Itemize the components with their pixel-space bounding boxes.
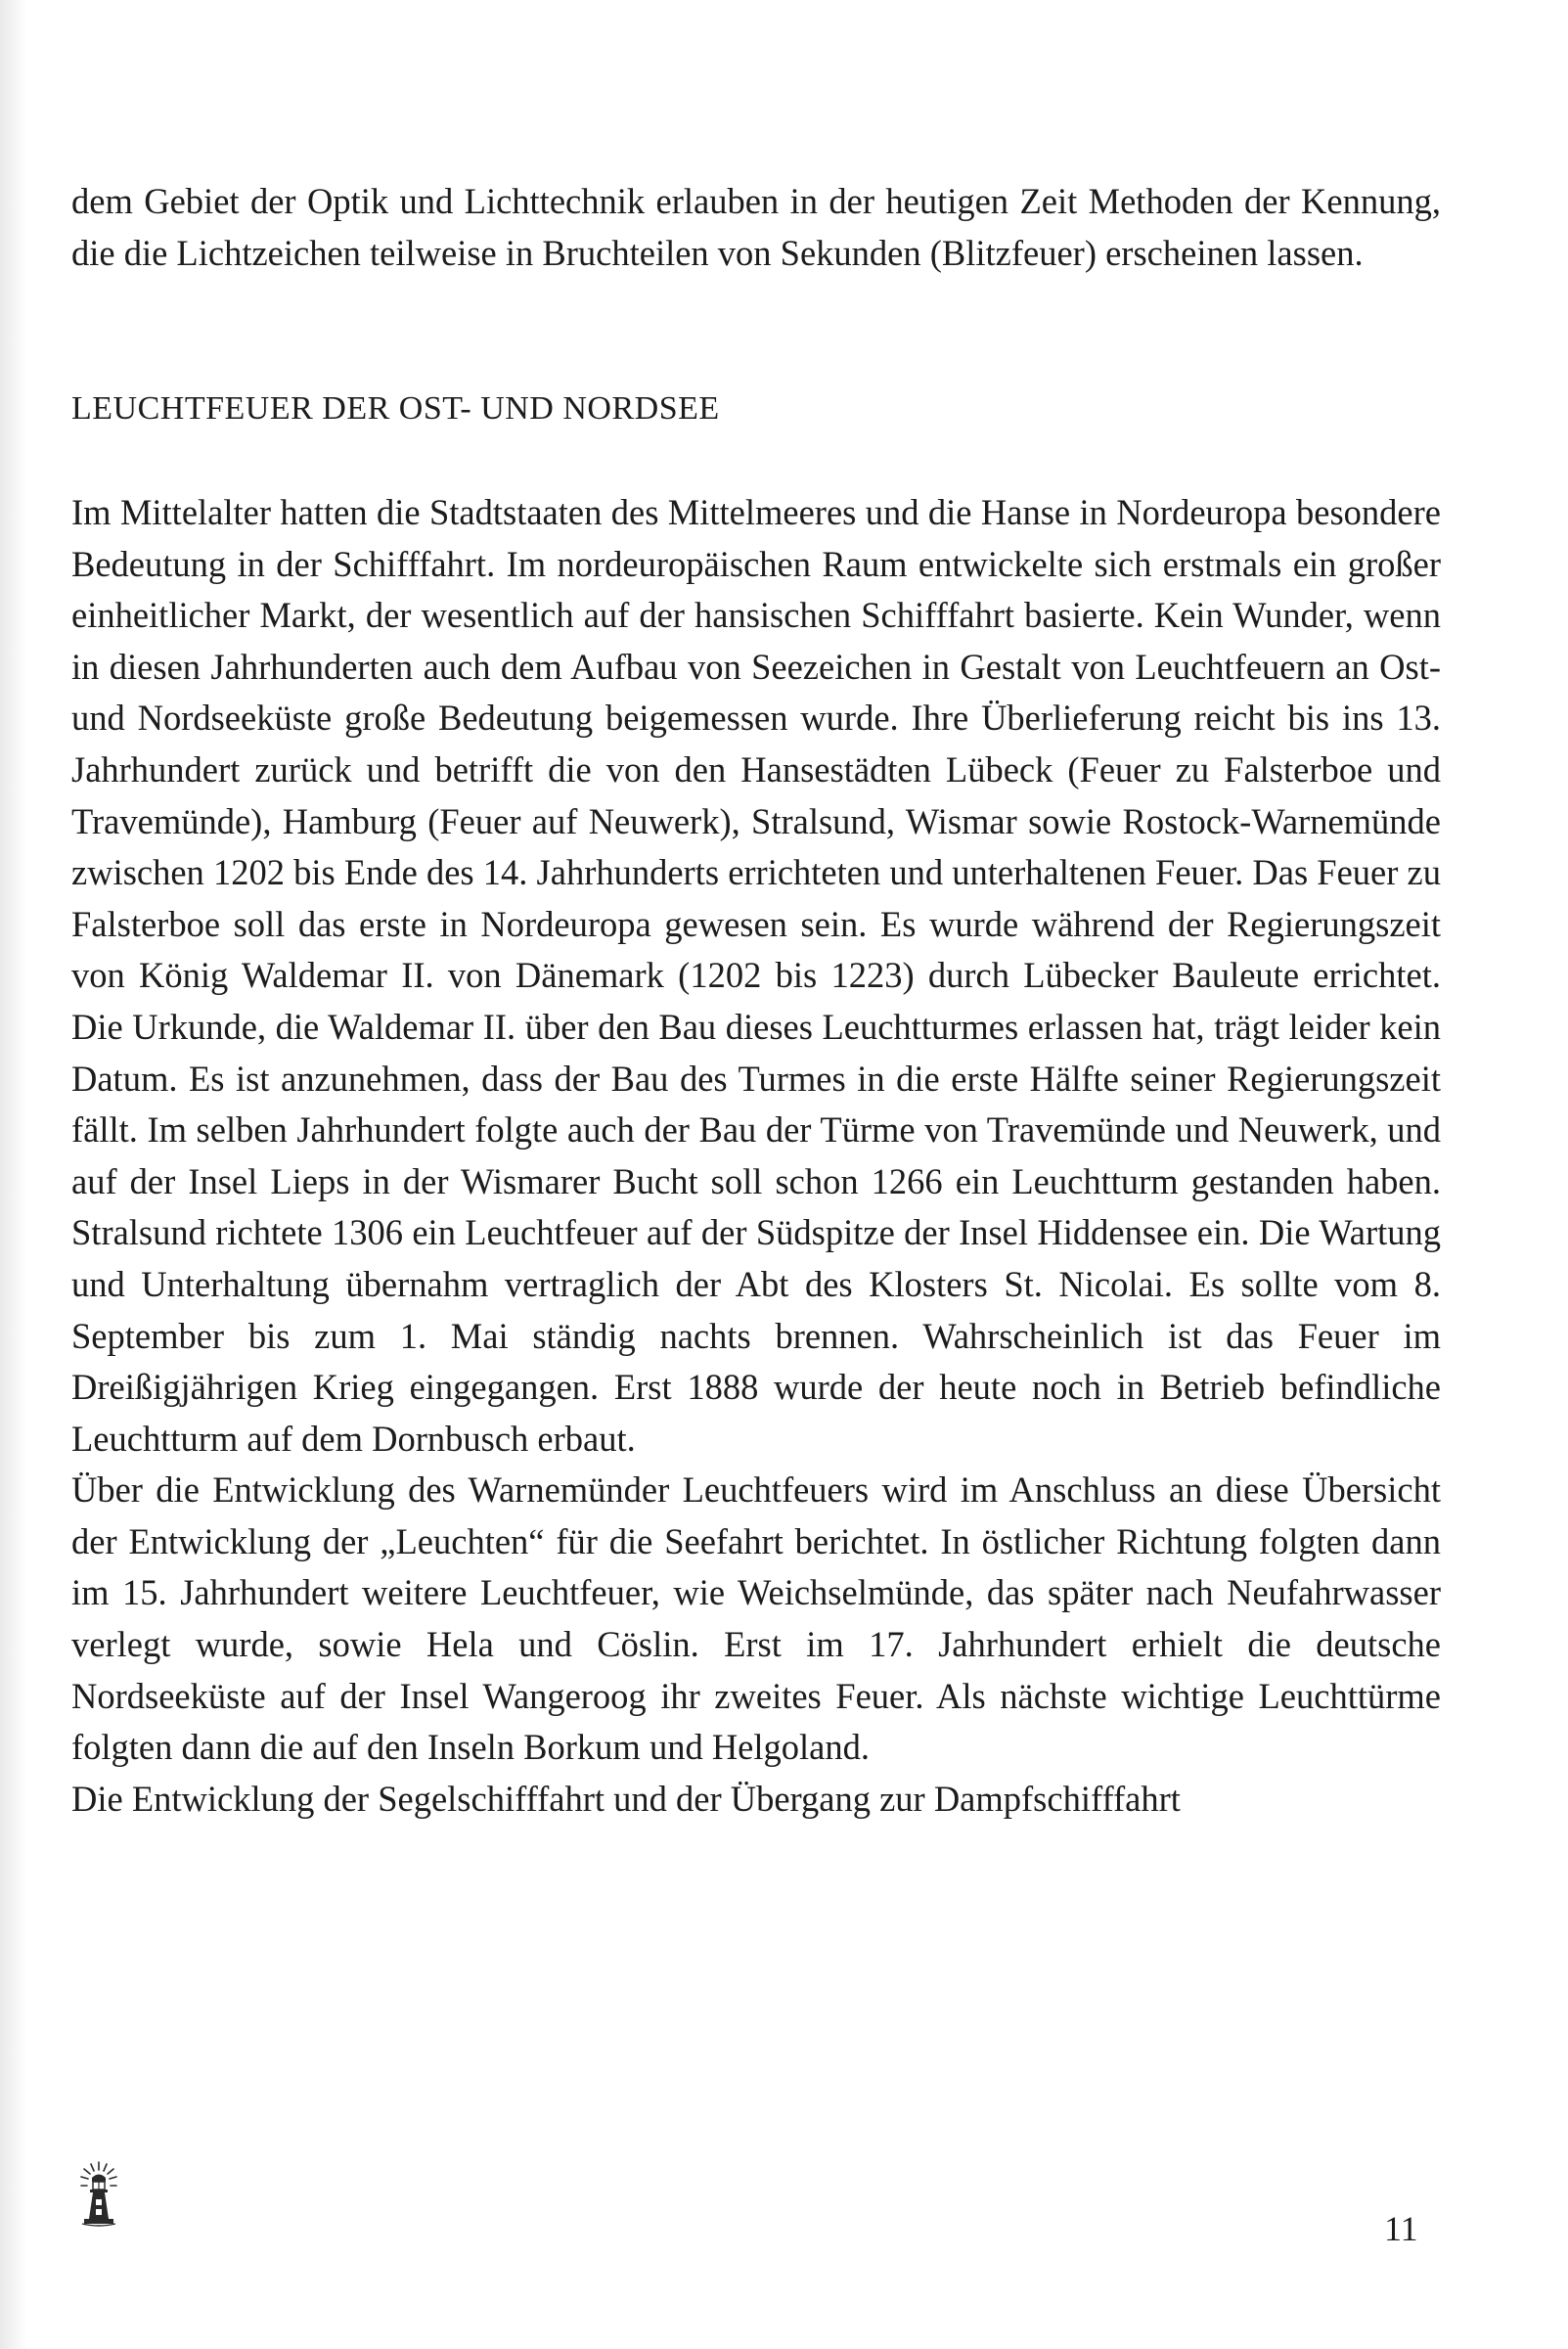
section-heading-block	[71, 384, 1441, 434]
body-paragraph-1: Im Mittelalter hatten die Stadtstaaten des Mittelmeeres und die Hanse in Nordeuropa besondere Bedeutung in der Schifffahrt. Im nordeuropäischen Raum entwickelte sich erstmals ein großer einheitlicher Markt, der wesentlich auf der hansischen Schifffahrt basierte. Kein Wunder, wenn in diesen Jahrhunderten auch dem Aufbau von Seezeichen in Gestalt von Leuchtfeuern an Ost- und Nordseeküste große Bedeutung beigemessen wurde. Ihre Überlieferung reicht bis ins 13. Jahrhundert zurück und betrifft die von den Hansestädten Lübeck (Feuer zu Falsterboe und Travemünde), Hamburg (Feuer auf Neuwerk), Stralsund, Wismar sowie Rostock-Warnemünde zwischen 1202 bis Ende des 14. Jahrhunderts errichteten und unterhaltenen Feuer. Das Feuer zu Falsterboe soll das erste in Nordeuropa gewesen sein. Es wurde während der Regierungszeit von König Waldemar II. von Dänemark (1202 bis 1223) durch Lübecker Bauleute errichtet. Die Urkunde, die Waldemar II. über den Bau dieses Leuchtturmes erlassen hat, trägt leider kein Datum. Es ist anzunehmen, dass der Bau des Turmes in die erste Hälfte seiner Regierungszeit fällt. Im selben Jahrhundert folgte auch der Bau der Türme von Travemünde und Neuwerk, und auf der Insel Lieps in der Wismarer Bucht soll schon 1266 ein Leuchtturm gestanden haben. Stralsund richtete 1306 ein Leuchtfeuer auf der Südspitze der Insel Hiddensee ein. Die Wartung und Unterhaltung übernahm vertraglich der Abt des Klosters St. Nicolai. Es sollte vom 8. September bis zum 1. Mai ständig nachts brennen. Wahrscheinlich ist das Feuer im Dreißigjährigen Krieg eingegangen. Erst 1888 wurde der heute noch in Betrieb befindliche Leuchtturm auf dem Dornbusch erbaut.	[71, 492, 1441, 1459]
page-binding-shadow	[0, 0, 27, 2349]
body-paragraph-3: Die Entwicklung der Segelschifffahrt und der Übergang zur Dampfschifffahrt	[71, 1778, 1181, 1819]
page-number: 11	[1384, 2209, 1418, 2248]
body-paragraph-2: Über die Entwicklung des Warnemünder Leuchtfeuers wird im Anschluss an diese Übersicht der Entwicklung der „Leuchten“ für die Seefahrt berichtet. In östlicher Richtung folgten dann im 15. Jahrhundert weitere Leuchtfeuer, wie Weichselmünde, das später nach Neufahrwasser verlegt wurde, sowie Hela und Cöslin. Erst im 17. Jahrhundert erhielt die deutsche Nordseeküste auf der Insel Wangeroog ihr zweites Feuer. Als nächste wichtige Leuchttürme folgten dann die auf den Inseln Borkum und Helgoland.	[71, 1469, 1441, 1768]
body-text-block	[71, 487, 1441, 1825]
lighthouse-emblem-icon	[78, 2160, 119, 2227]
section-heading: LEUCHTFEUER DER OST- UND NORDSEE	[71, 390, 720, 427]
intro-text-block	[71, 176, 1441, 279]
intro-paragraph: dem Gebiet der Optik und Lichttechnik erlauben in der heutigen Zeit Methoden der Kennung, die die Lichtzeichen teilweise in Bruchteilen von Sekunden (Blitzfeuer) erscheinen lassen.	[71, 181, 1441, 273]
